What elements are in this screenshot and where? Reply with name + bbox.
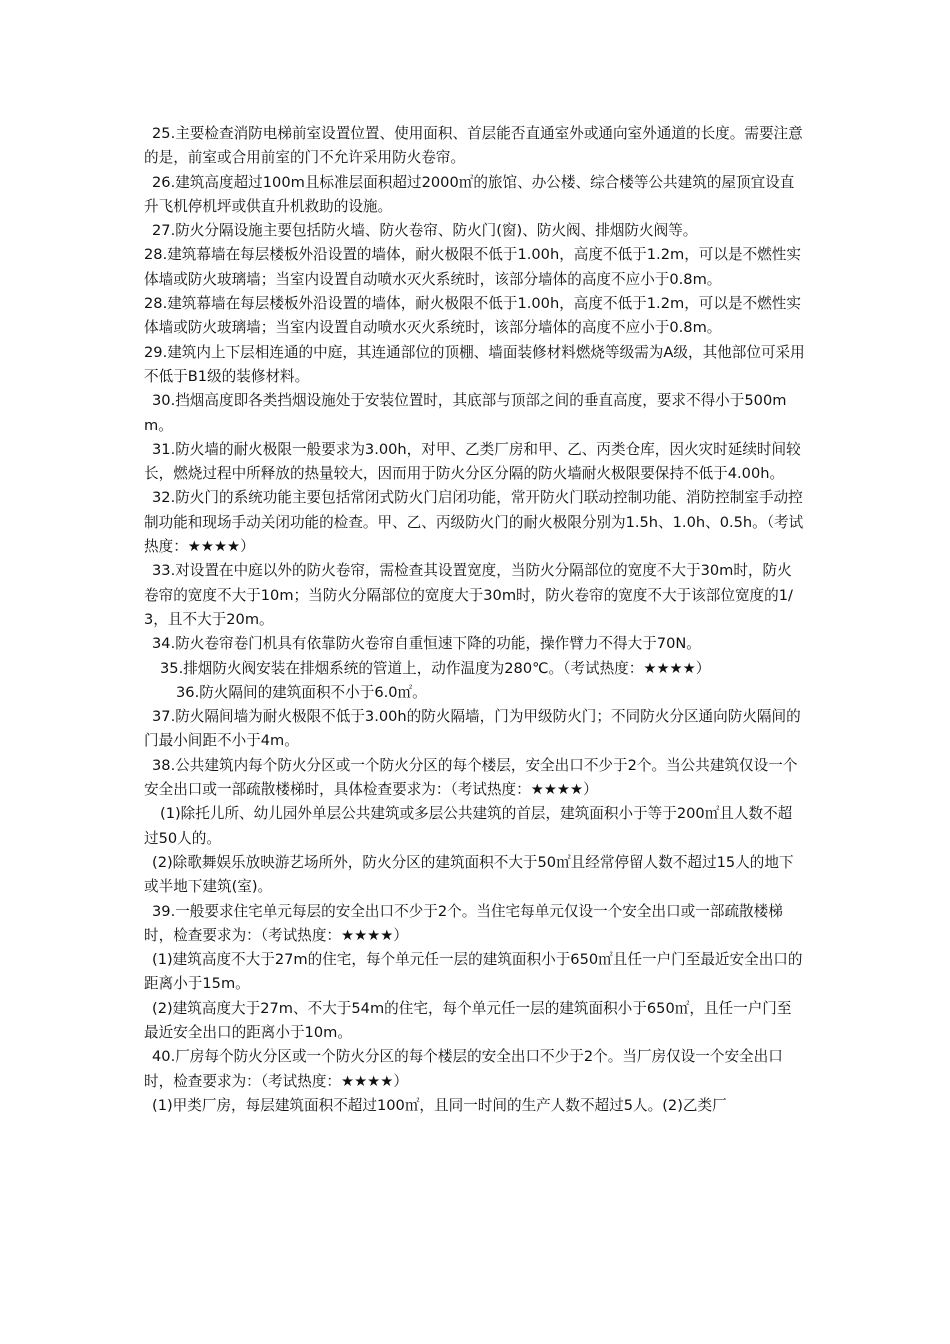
paragraph-39-item-1: (1)建筑高度不大于27m的住宅，每个单元任一层的建筑面积小于650㎡且任一户门至最近安全出口的距离小于15m。 [144,951,803,993]
paragraph-37: 37.防火隔间墙为耐火极限不低于3.00h的防火隔墙，门为甲级防火门；不同防火分区通向防火隔间的门最小间距不小于4m。 [144,708,801,750]
body-text [144,122,806,1118]
paragraph-39: 39.一般要求住宅单元每层的安全出口不少于2个。当住宅每单元仅设一个安全出口或一部疏散楼梯时，检查要求为：（考试热度：★★★★） [144,902,783,944]
paragraph-36: 36.防火隔间的建筑面积不小于6.0㎡。 [176,683,427,701]
paragraph-28a: 28.建筑幕墙在每层楼板外沿设置的墙体，耐火极限不低于1.00h，高度不低于1.2m，可以是不燃性实体墙或防火玻璃墙；当室内设置自动喷水灭火系统时，该部分墙体的高度不应小于0.8m。 [144,246,801,288]
paragraph-33: 33.对设置在中庭以外的防火卷帘，需检查其设置宽度，当防火分隔部位的宽度不大于30m时，防火卷帘的宽度不大于10m；当防火分隔部位的宽度大于30m时，防火卷帘的宽度不大于该部位宽度的1/3，且不大于20m。 [144,562,793,628]
paragraph-40: 40.厂房每个防火分区或一个防火分区的每个楼层的安全出口不少于2个。当厂房仅设一个安全出口时，检查要求为：（考试热度：★★★★） [144,1048,783,1090]
paragraph-34: 34.防火卷帘卷门机具有依靠防火卷帘自重恒速下降的功能，操作臂力不得大于70N。 [152,635,701,653]
paragraph-40-item-1: (1)甲类厂房，每层建筑面积不超过100㎡，且同一时间的生产人数不超过5人。(2)乙类厂 [152,1096,727,1114]
paragraph-25: 25.主要检查消防电梯前室设置位置、使用面积、首层能否直通室外或通向室外通道的长度。需要注意的是，前室或合用前室的门不允许采用防火卷帘。 [144,125,803,167]
paragraph-38-item-2: (2)除歌舞娱乐放映游艺场所外，防火分区的建筑面积不大于50㎡且经常停留人数不超过15人的地下或半地下建筑(室)。 [144,853,794,896]
paragraph-30: 30.挡烟高度即各类挡烟设施处于安装位置时，其底部与顶部之间的垂直高度，要求不得小于500mm。 [144,392,787,434]
paragraph-35: 35.排烟防火阀安装在排烟系统的管道上，动作温度为280℃。（考试热度：★★★★） [160,659,711,677]
paragraph-31: 31.防火墙的耐火极限一般要求为3.00h，对甲、乙类厂房和甲、乙、丙类仓库，因火灾时延续时间较长，燃烧过程中所释放的热量较大，因而用于防火分区分隔的防火墙耐火极限要保持不低于4.00h。 [144,440,801,483]
paragraph-38: 38.公共建筑内每个防火分区或一个防火分区的每个楼层，安全出口不少于2个。当公共建筑仅设一个安全出口或一部疏散楼梯时，具体检查要求为：（考试热度：★★★★） [144,756,798,799]
paragraph-39-item-2: (2)建筑高度大于27m、不大于54m的住宅，每个单元任一层的建筑面积小于650㎡，且任一户门至最近安全出口的距离小于10m。 [144,999,792,1041]
paragraph-32: 32.防火门的系统功能主要包括常闭式防火门启闭功能，常开防火门联动控制功能、消防控制室手动控制功能和现场手动关闭功能的检查。甲、乙、丙级防火门的耐火极限分别为1.5h、1.0h、0.5h。（考试热度：★★★★） [144,489,804,556]
paragraph-29: 29.建筑内上下层相连通的中庭，其连通部位的顶棚、墙面装修材料燃烧等级需为A级，其他部位可采用不低于B1级的装修材料。 [144,343,805,385]
paragraph-28b: 28.建筑幕墙在每层楼板外沿设置的墙体，耐火极限不低于1.00h，高度不低于1.2m，可以是不燃性实体墙或防火玻璃墙；当室内设置自动喷水灭火系统时，该部分墙体的高度不应小于0.8m。 [144,295,801,337]
paragraph-38-item-1: (1)除托儿所、幼儿园外单层公共建筑或多层公共建筑的首层，建筑面积小于等于200㎡且人数不超过50人的。 [144,805,793,847]
paragraph-27: 27.防火分隔设施主要包括防火墙、防火卷帘、防火门(窗)、防火阀、排烟防火阀等。 [152,222,698,240]
paragraph-26: 26.建筑高度超过100m且标准层面积超过2000㎡的旅馆、办公楼、综合楼等公共建筑的屋顶宜设直升飞机停机坪或供直升机救助的设施。 [144,173,795,215]
